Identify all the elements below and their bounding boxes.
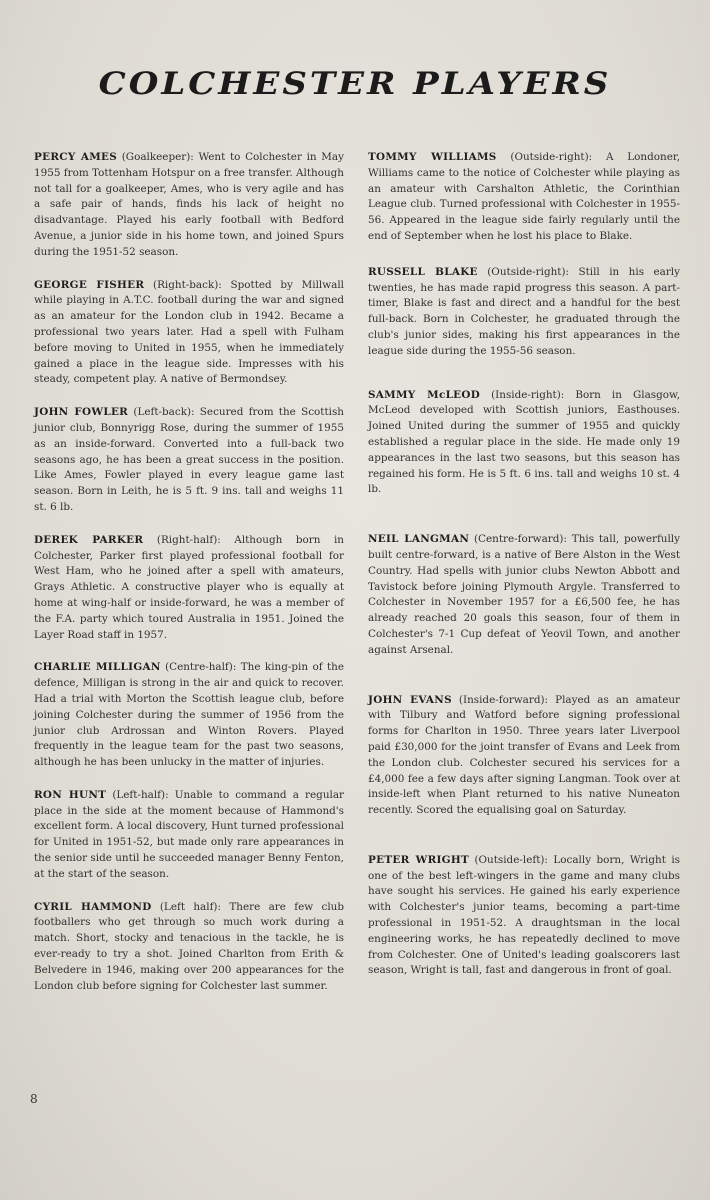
right-column — [368, 150, 680, 996]
page-title: COLCHESTER PLAYERS — [98, 66, 612, 102]
player-bio: (Outside-right): A Londoner, Williams came to the notice of Colchester while playing as an amateur with Carshalton Athletic, the Corinthian League club. Turned professional with Colchester in 1955-56. Appeared in the league side fairly regularly until the end of September when he lost his place to Blake. — [368, 151, 680, 242]
player-name: PETER WRIGHT — [368, 853, 469, 866]
player-entry — [34, 533, 344, 644]
player-bio: (Left-half): Unable to command a regular place in the side at the moment because of Hammond's excellent form. A local discovery, Hunt turned professional for United in 1951-52, but made only rare appearances in the senior side until he succeeded manager Benny Fenton, at the start of the season. — [34, 788, 344, 880]
player-bio: (Inside-forward): Played as an amateur with Tilbury and Watford before signing professional forms for Charlton in 1950. Three years later Liverpool paid £30,000 for the joint transfer of Evans and Leek from the London club. Colchester secured his services for a £4,000 fee a few days after signing Langman. Took over at inside-left when Plant returned to his native Nuneaton recently. Scored the equalising goal on Saturday. — [368, 693, 681, 817]
player-bio: (Right-back): Spotted by Millwall while playing in A.T.C. football during the war and signed as an amateur for the London club in 1942. Became a professional two years later. Had a spell with Fulham before moving to United in 1955, when he immediately gained a place in the league side. Impresses with his steady, competent play. A native of Bermondsey. — [34, 278, 344, 386]
player-name: TOMMY WILLIAMS — [368, 151, 497, 163]
player-entry — [34, 150, 344, 261]
player-name: RUSSELL BLAKE — [368, 265, 478, 278]
player-bio: (Centre-half): The king-pin of the defence, Milligan is strong in the air and quick to recover. Had a trial with Morton the Scottish league club, before joining Colchester during the summer of 1956 from the junior club Ardrossan and Winton Rovers. Played frequently in the league team for the past two seasons, although he has been unlucky in the matter of injuries. — [34, 661, 344, 769]
player-entry — [34, 788, 344, 883]
player-bio: (Left-back): Secured from the Scottish junior club, Bonnyrigg Rose, during the summer of 1955 as an inside-forward. Converted into a full-back two seasons ago, he has been a great success in the position. Like Ames, Fowler played in every league game last season. Born in Leith, he is 5 ft. 9 ins. tall and weighs 11 st. 6 lb. — [34, 406, 344, 513]
player-bio: (Outside-left): Locally born, Wright is one of the best left-wingers in the game and many clubs have sought his services. He gained his early experience with Colchester's junior teams, becoming a part-time professional in 1951-52. A draughtsman in the local engineering works, he has repeatedly declined to move from Colchester. One of United's leading goalscorers last season, Wright is tall, fast and dangerous in front of goal. — [368, 853, 681, 977]
player-bio: (Right-half): Although born in Colchester, Parker first played professional football for West Ham, who he joined after a spell with amateurs, Grays Athletic. A constructive player who is equally at home at wing-half or inside-forward, he was a member of the F.A. party which toured Australia in 1951. Joined the Layer Road staff in 1957. — [34, 533, 345, 641]
player-entry — [368, 532, 680, 658]
player-name: CHARLIE MILLIGAN — [34, 661, 161, 674]
player-name: JOHN EVANS — [368, 693, 452, 706]
player-name: GEORGE FISHER — [34, 278, 145, 291]
player-bio: (Inside-right): Born in Glasgow, McLeod developed with Scottish juniors, Easthouses. Joined United during the summer of 1955 and quickly established a regular place in the side. He made only 19 appearances in the last two seasons, but this season has regained his form. He is 5 ft. 6 ins. tall and weighs 10 st. 4 lb. — [368, 388, 680, 496]
player-name: NEIL LANGMAN — [368, 533, 470, 546]
player-entry — [368, 388, 680, 499]
player-name: CYRIL HAMMOND — [34, 900, 152, 913]
player-entry — [368, 693, 680, 819]
player-name: PERCY AMES — [34, 151, 118, 163]
player-entry — [34, 900, 344, 995]
player-name: SAMMY McLEOD — [368, 388, 481, 401]
player-entry — [368, 150, 680, 245]
player-name: DEREK PARKER — [34, 533, 144, 546]
player-entry — [368, 265, 680, 360]
player-entry — [34, 278, 344, 389]
player-name: RON HUNT — [34, 788, 107, 801]
player-bio: (Outside-right): Still in his early twenties, he has made rapid progress this season. A part-timer, Blake is fast and direct and a handful for the best full-back. Born in Colchester, he graduated through the club's junior sides, making his first appearances in the league side during the 1955-56 season. — [368, 265, 680, 357]
player-bio: (Centre-forward): This tall, powerfully built centre-forward, is a native of Bere Alston in the West Country. Had spells with junior clubs Newton Abbott and Tavistock before joining Plymouth Argyle. Transferred to Colchester in November 1957 for a £6,500 fee, he has already reached 20 goals this season, four of them in Colchester's 7-1 Cup defeat of Yeovil Town, and another against Arsenal. — [368, 533, 680, 656]
player-entry — [34, 660, 344, 771]
player-entry — [368, 853, 680, 979]
player-entry — [34, 405, 344, 516]
left-column — [34, 150, 344, 1011]
page-number: 8 — [30, 1092, 38, 1106]
player-name: JOHN FOWLER — [34, 406, 129, 419]
player-bio: (Left half): There are few club footballers who get through so much work during a match. Short, stocky and tenacious in the tackle, he is ever-ready to try a shot. Joined Charlton from Erith & Belvedere in 1946, making over 200 appearances for the London club before signing for Colchester last summer. — [34, 900, 344, 992]
player-bio: (Goalkeeper): Went to Colchester in May 1955 from Tottenham Hotspur on a free transfer. Although not tall for a goalkeeper, Ames, who is very agile and has a safe pair of hands, finds his lack of height no disadvantage. Played his early football with Bedford Avenue, a junior side in his home town, and joined Spurs during the 1951-52 season. — [34, 151, 344, 258]
